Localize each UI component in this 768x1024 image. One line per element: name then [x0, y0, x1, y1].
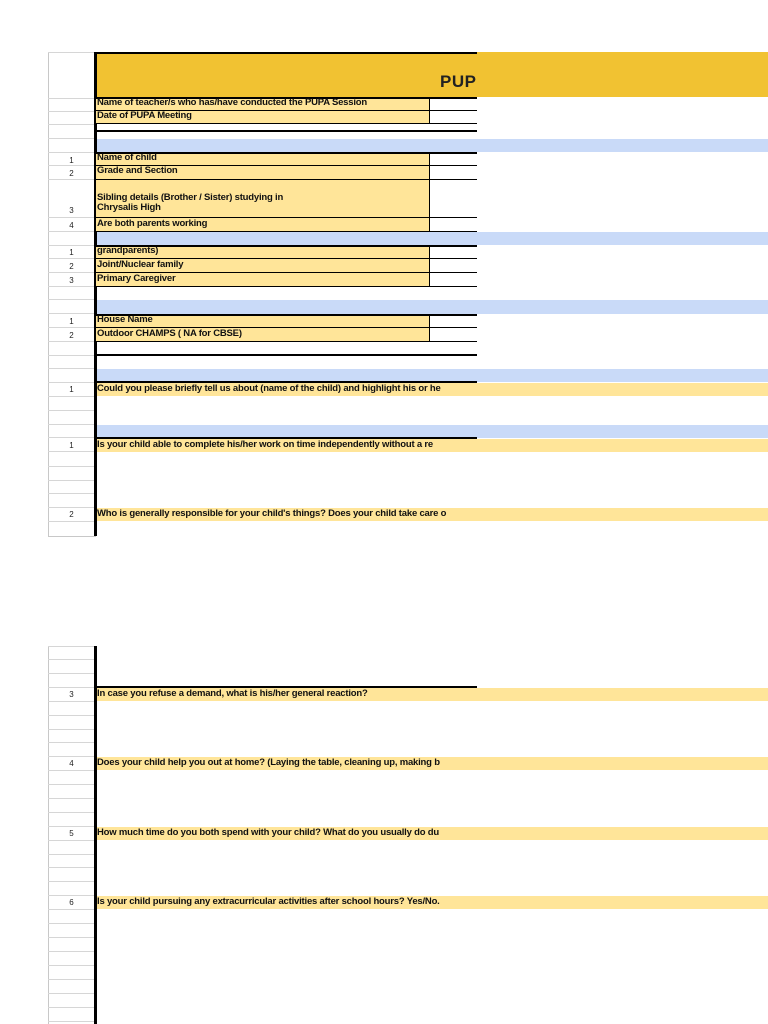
divider — [95, 354, 477, 356]
sibling-label: Sibling details (Brother / Sister) studying in Chrysalis High — [97, 192, 284, 213]
gutter-line — [48, 231, 95, 232]
gutter-line — [48, 507, 95, 508]
family-type-value-cell[interactable] — [429, 258, 477, 273]
gutter-line — [48, 299, 95, 300]
row-number: 3 — [69, 276, 74, 285]
gutter-line — [48, 923, 95, 924]
gutter-line — [48, 909, 95, 910]
champs-label: Outdoor CHAMPS ( NA for CBSE) — [97, 328, 242, 339]
question-text: Is your child pursuing any extracurricular activities after school hours? Yes/No. — [97, 896, 440, 907]
gutter-line — [48, 993, 95, 994]
gutter-line — [48, 1007, 95, 1008]
gutter-line — [48, 826, 95, 827]
gutter-line — [48, 729, 95, 730]
row-number: 1 — [69, 156, 74, 165]
gutter-line — [48, 840, 95, 841]
question-clip — [95, 827, 477, 840]
gutter-line — [48, 466, 95, 467]
divider — [95, 130, 477, 132]
sibling-value-cell[interactable] — [429, 179, 477, 218]
row-number: 4 — [69, 759, 74, 768]
grade-value-cell[interactable] — [429, 165, 477, 180]
row-number: 6 — [69, 898, 74, 907]
gutter-line — [48, 98, 95, 99]
sheet-title: PUP — [440, 72, 477, 91]
gutter-line — [48, 152, 95, 153]
grandparents-value-cell[interactable] — [429, 245, 477, 259]
row-number: 2 — [69, 169, 74, 178]
gutter-line — [48, 784, 95, 785]
gutter-line — [48, 138, 95, 139]
row-number: 1 — [69, 385, 74, 394]
row-number: 4 — [69, 221, 74, 230]
gutter-line — [48, 965, 95, 966]
gutter-line — [48, 687, 95, 688]
house-value-cell[interactable] — [429, 314, 477, 328]
gutter-line — [48, 951, 95, 952]
row-number: 1 — [69, 248, 74, 257]
gutter-line — [48, 1021, 95, 1022]
child-name-label: Name of child — [97, 152, 157, 163]
teacher-label: Name of teacher/s who has/have conducted the PUPA Session — [97, 97, 367, 108]
question-text: How much time do you both spend with your child? What do you usually do du — [97, 827, 439, 838]
question-text: Is your child able to complete his/her work on time independently without a re — [97, 439, 433, 450]
question-text: Could you please briefly tell us about (name of the child) and highlight his or he — [97, 383, 441, 394]
parents-working-value-cell[interactable] — [429, 217, 477, 232]
question-clip — [95, 383, 477, 396]
row-number: 2 — [69, 262, 74, 271]
gutter-line — [48, 715, 95, 716]
gutter-line — [48, 701, 95, 702]
section-band-family — [97, 232, 768, 245]
title-band-ext — [477, 52, 768, 97]
gutter-line — [48, 673, 95, 674]
question-clip — [95, 757, 477, 770]
champs-value-cell[interactable] — [429, 327, 477, 342]
form-left-border — [94, 52, 97, 536]
row-number: 2 — [69, 510, 74, 519]
gutter-line — [48, 165, 95, 166]
row-number: 2 — [69, 331, 74, 340]
gutter-line — [48, 854, 95, 855]
gutter-line — [48, 646, 95, 647]
question-text: Does your child help you out at home? (Laying the table, cleaning up, making b — [97, 757, 440, 768]
gutter-line — [48, 327, 95, 328]
section-band-child — [97, 139, 768, 152]
gutter-line — [48, 979, 95, 980]
question-clip — [95, 896, 477, 909]
gutter-line — [48, 258, 95, 259]
gutter-line — [48, 179, 95, 180]
gutter-line — [48, 410, 95, 411]
row-number: 3 — [69, 690, 74, 699]
family-type-label: Joint/Nuclear family — [97, 259, 184, 270]
parents-working-label: Are both parents working — [97, 218, 208, 229]
title-clip — [95, 72, 477, 94]
section-band-house — [97, 300, 768, 314]
question-clip — [95, 439, 477, 452]
row-number: 5 — [69, 829, 74, 838]
gutter-line — [48, 770, 95, 771]
row-number: 3 — [69, 206, 74, 215]
gutter-line — [48, 396, 95, 397]
gutter-line — [48, 355, 95, 356]
date-label: Date of PUPA Meeting — [97, 110, 192, 121]
date-value-cell[interactable] — [429, 110, 477, 124]
gutter-line — [48, 341, 95, 342]
row-number: 1 — [69, 317, 74, 326]
question-clip — [95, 508, 477, 521]
gutter-line — [48, 217, 95, 218]
gutter-line — [48, 368, 95, 369]
row-number: 1 — [69, 441, 74, 450]
question-text: In case you refuse a demand, what is his/her general reaction? — [97, 688, 368, 699]
gutter-line — [48, 881, 95, 882]
gutter-line — [48, 52, 95, 53]
gutter-line — [48, 895, 95, 896]
gutter-line — [48, 480, 95, 481]
caregiver-label: Primary Caregiver — [97, 273, 176, 284]
gutter-line — [48, 742, 95, 743]
teacher-value-cell[interactable] — [429, 97, 477, 111]
gutter-line — [48, 812, 95, 813]
gutter-line — [48, 286, 95, 287]
gutter-line — [48, 521, 95, 522]
gutter-line — [48, 437, 95, 438]
gutter-line — [48, 798, 95, 799]
gutter-line — [48, 659, 95, 660]
house-label: House Name — [97, 314, 153, 325]
gutter-line — [48, 493, 95, 494]
gutter-line — [48, 937, 95, 938]
question-text: Who is generally responsible for your child's things? Does your child take care o — [97, 508, 447, 519]
gutter-line — [48, 867, 95, 868]
question-clip — [95, 688, 477, 701]
grandparents-label: grandparents) — [97, 245, 159, 256]
gutter-line — [48, 313, 95, 314]
gutter-line — [48, 451, 95, 452]
gutter-line — [48, 756, 95, 757]
child-name-value-cell[interactable] — [429, 152, 477, 166]
caregiver-value-cell[interactable] — [429, 272, 477, 287]
gutter-line — [48, 111, 95, 112]
grade-label: Grade and Section — [97, 165, 178, 176]
gutter-line — [48, 382, 95, 383]
gutter-line — [48, 424, 95, 425]
gutter-line — [48, 245, 95, 246]
gutter-line — [48, 124, 95, 125]
gutter-line — [48, 272, 95, 273]
